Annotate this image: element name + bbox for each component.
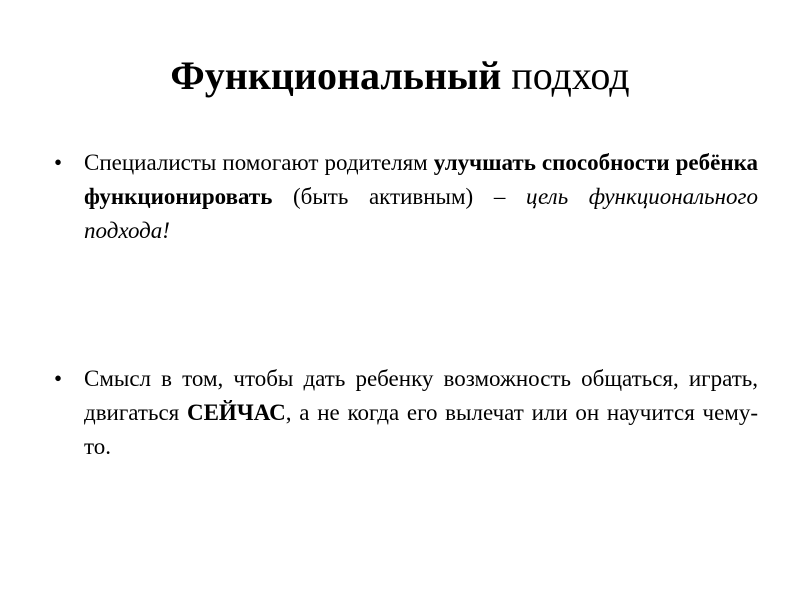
- slide-title-bold: Функциональный: [170, 53, 502, 98]
- bullet1-part1: Специалисты помогают родителям: [84, 150, 434, 175]
- bullet-text-2: [84, 362, 758, 464]
- bullet2-part3: , а не когда его вылечат или он научится чему- то.: [84, 400, 758, 459]
- bullet1-italic: цель функционального подхода!: [84, 184, 759, 243]
- bullet-text-1: [84, 146, 758, 248]
- bullet-marker-2: •: [54, 366, 63, 391]
- bullet-marker-1: •: [54, 150, 63, 175]
- bullet1-bold: улучшать способности ребёнка функционировать: [84, 150, 758, 209]
- bullet2-bold: СЕЙЧАС: [186, 400, 286, 425]
- bullet-item-2: [54, 362, 758, 464]
- slide-title-normal: подход: [511, 53, 630, 98]
- bullet1-part3: (быть активным) –: [272, 184, 526, 209]
- bullet2-part1: Смысл в том, чтобы дать ребенку возможность общаться, играть, двигаться: [84, 366, 758, 425]
- slide-title: [0, 52, 800, 100]
- bullet-item-1: [54, 146, 758, 248]
